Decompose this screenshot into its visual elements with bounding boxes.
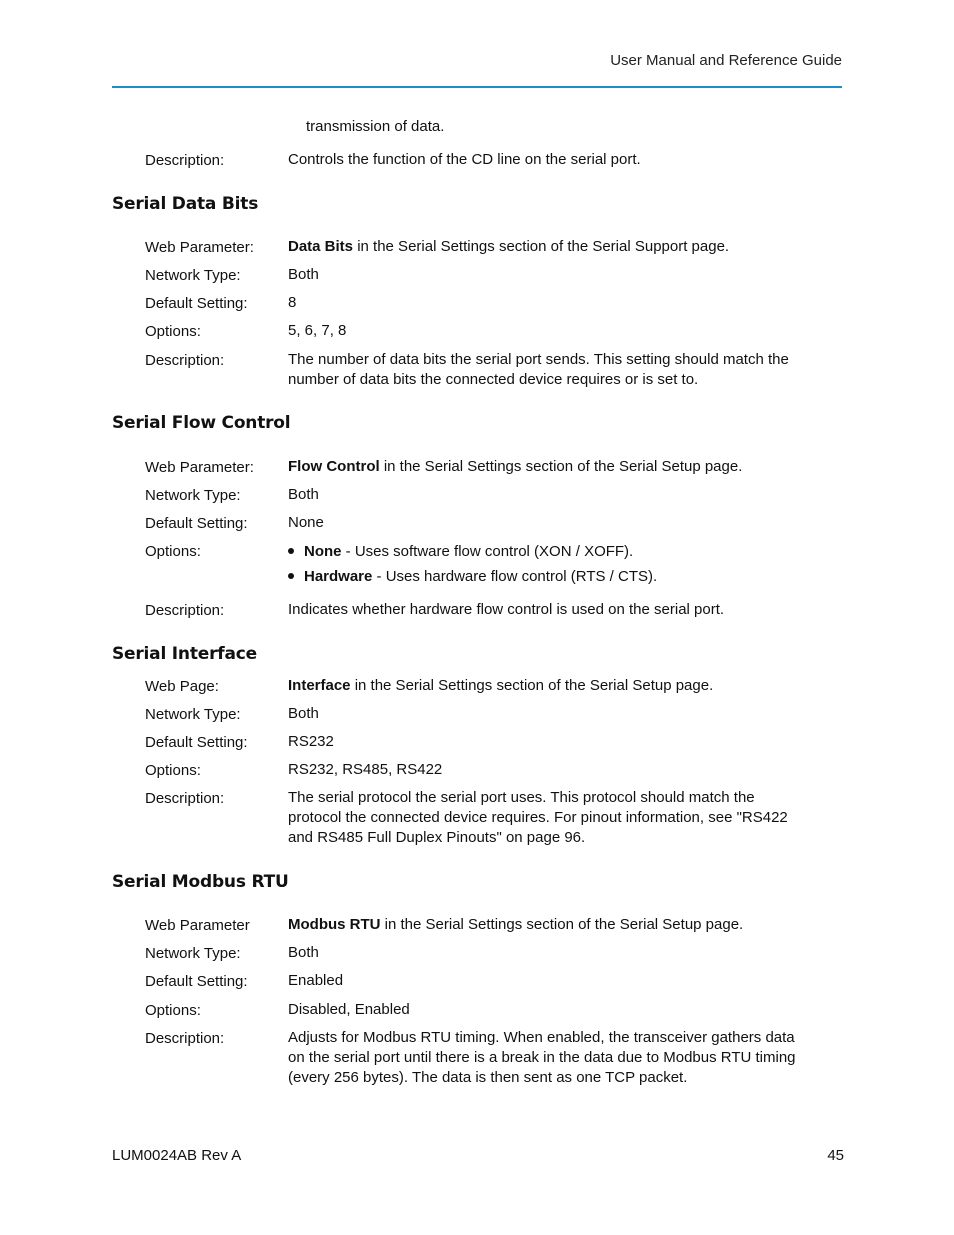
network-type-label: Network Type: — [145, 487, 241, 504]
options-value: RS232, RS485, RS422 — [288, 761, 443, 778]
description-label: Description: — [145, 352, 225, 369]
bullet-icon — [288, 548, 294, 554]
parameter-name: Flow Control — [288, 458, 380, 475]
continuation-text: transmission of data. — [306, 118, 445, 135]
network-type-label: Network Type: — [145, 267, 241, 284]
section-heading-data-bits: Serial Data Bits — [112, 194, 259, 214]
web-parameter-value — [288, 915, 808, 935]
page-number: 45 — [827, 1147, 844, 1164]
options-label: Options: — [145, 762, 201, 779]
option-name: Hardware — [304, 568, 373, 585]
web-parameter-value — [288, 457, 808, 477]
options-value: Disabled, Enabled — [288, 1001, 410, 1018]
option-name: None — [304, 543, 342, 560]
section-heading-modbus-rtu: Serial Modbus RTU — [112, 872, 289, 892]
options-label: Options: — [145, 323, 201, 340]
parameter-name: Interface — [288, 677, 351, 694]
description-value: Adjusts for Modbus RTU timing. When enabled, the transceiver gathers data on the serial port until there is a break in the data due to Modbus RTU timing (every 256 bytes). The data is then sent as one TCP packet. — [288, 1029, 796, 1086]
default-setting-label: Default Setting: — [145, 295, 248, 312]
description-label: Description: — [145, 602, 225, 619]
parameter-name: Data Bits — [288, 238, 354, 255]
default-setting-label: Default Setting: — [145, 734, 248, 751]
option-text: - Uses hardware flow control (RTS / CTS). — [372, 568, 658, 585]
network-type-value: Both — [288, 705, 319, 722]
parameter-location: in the Serial Settings section of the Serial Setup page. — [379, 458, 743, 475]
bullet-icon — [288, 573, 294, 579]
web-parameter-label: Web Parameter: — [145, 239, 254, 256]
options-label: Options: — [145, 1002, 201, 1019]
option-item — [288, 543, 633, 560]
option-text: - Uses software flow control (XON / XOFF). — [341, 543, 634, 560]
default-setting-label: Default Setting: — [145, 515, 248, 532]
options-label: Options: — [145, 543, 201, 560]
option-item — [288, 568, 657, 585]
network-type-label: Network Type: — [145, 945, 241, 962]
web-parameter-value — [288, 237, 808, 257]
web-parameter-label: Web Parameter — [145, 917, 250, 934]
header-title: User Manual and Reference Guide — [610, 52, 842, 69]
parameter-location: in the Serial Settings section of the Serial Setup page. — [350, 677, 714, 694]
document-id: LUM0024AB Rev A — [112, 1147, 242, 1164]
options-value: 5, 6, 7, 8 — [288, 322, 347, 339]
network-type-value: Both — [288, 944, 319, 961]
description-value: Indicates whether hardware flow control is used on the serial port. — [288, 601, 725, 618]
description-value: The number of data bits the serial port sends. This setting should match the number of data bits the connected device requires or is set to. — [288, 351, 789, 388]
network-type-value: Both — [288, 486, 319, 503]
description-value: Controls the function of the CD line on the serial port. — [288, 151, 641, 168]
parameter-location: in the Serial Settings section of the Serial Setup page. — [380, 916, 744, 933]
parameter-location: in the Serial Settings section of the Serial Support page. — [353, 238, 730, 255]
default-setting-value: None — [288, 514, 324, 531]
default-setting-label: Default Setting: — [145, 973, 248, 990]
network-type-value: Both — [288, 266, 319, 283]
description-value: The serial protocol the serial port uses. This protocol should match the protocol the connected device requires. For pinout information, see "RS422 and RS485 Full Duplex Pinouts" on page 96. — [288, 789, 788, 846]
section-heading-interface: Serial Interface — [112, 644, 257, 664]
network-type-label: Network Type: — [145, 706, 241, 723]
parameter-name: Modbus RTU — [288, 916, 381, 933]
default-setting-value: 8 — [288, 294, 297, 311]
header-divider — [112, 86, 842, 88]
web-page-label: Web Page: — [145, 678, 219, 695]
web-parameter-label: Web Parameter: — [145, 459, 254, 476]
description-label: Description: — [145, 790, 225, 807]
default-setting-value: Enabled — [288, 972, 344, 989]
web-page-value — [288, 676, 808, 696]
description-label: Description: — [145, 152, 225, 169]
description-label: Description: — [145, 1030, 225, 1047]
section-heading-flow-control: Serial Flow Control — [112, 413, 291, 433]
default-setting-value: RS232 — [288, 733, 334, 750]
